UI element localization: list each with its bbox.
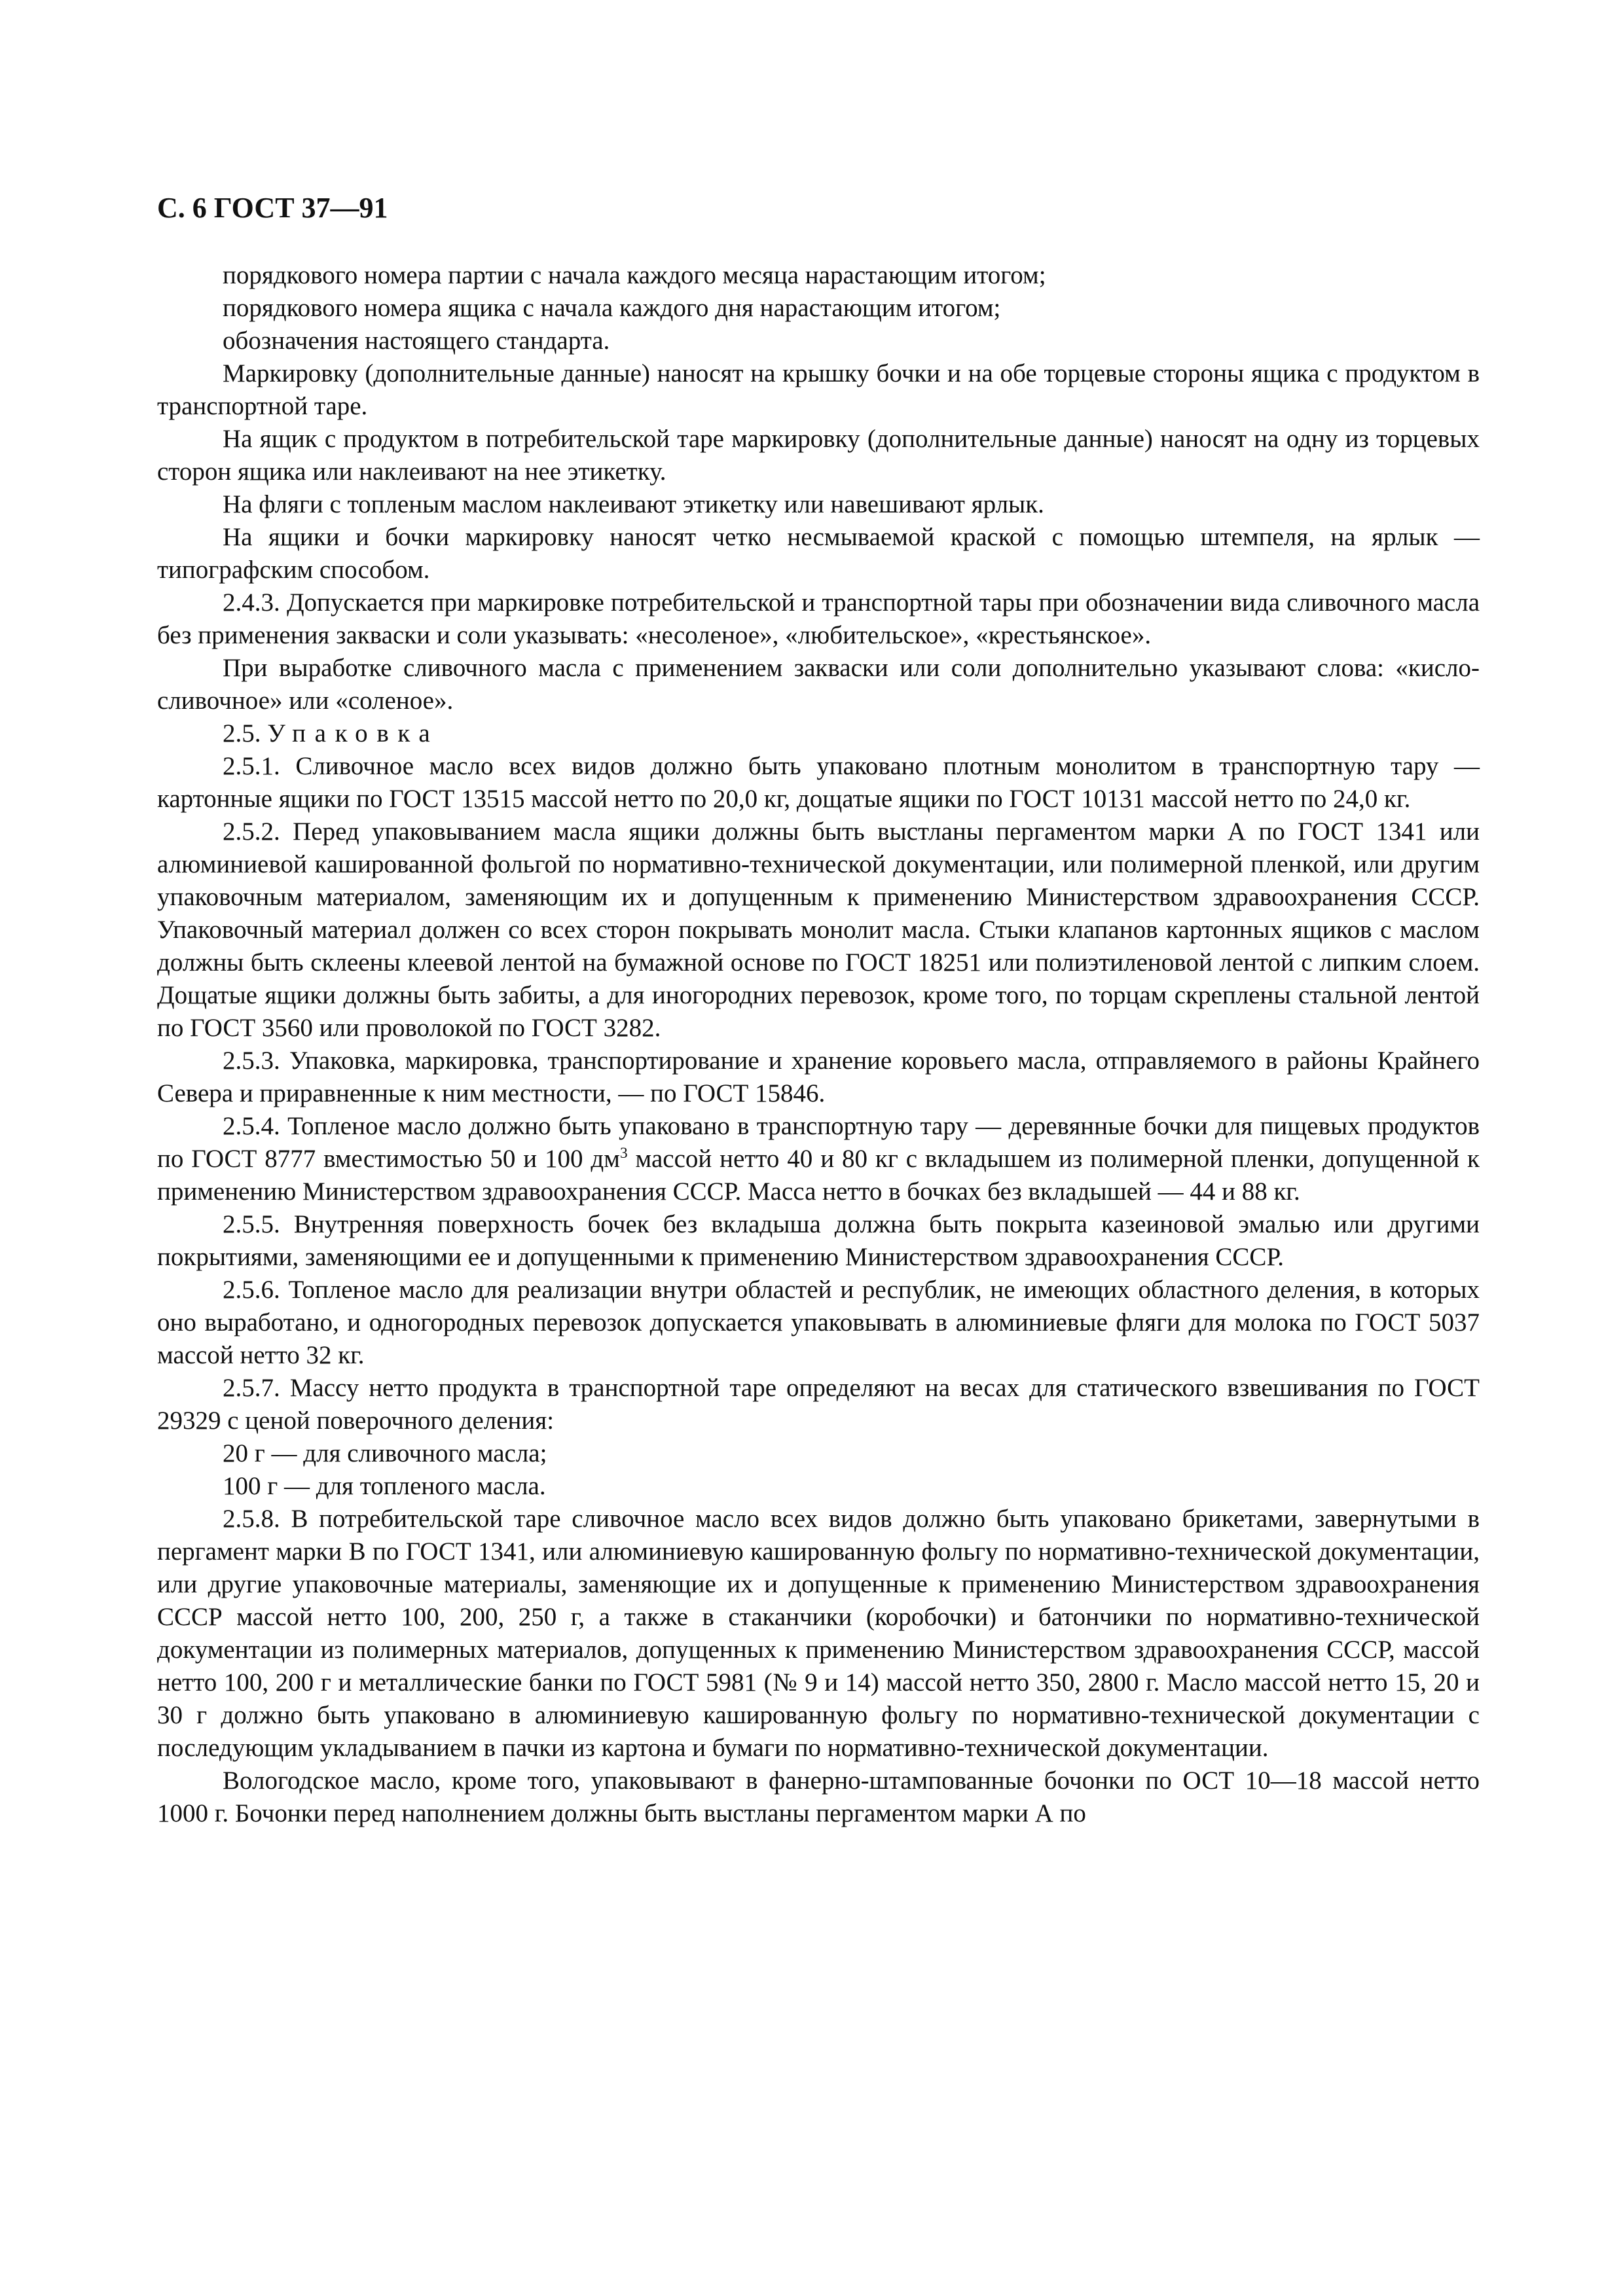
paragraph: На ящик с продуктом в потребительской таре маркировку (дополнительные данные) наносят на одну из торцевых сторон ящика или наклеивают на нее этикетку. (157, 425, 1480, 486)
document-page (157, 190, 1480, 1830)
paragraph: порядкового номера партии с начала каждого месяца нарастающим итогом; (223, 261, 1046, 289)
paragraph: 2.5.7. Массу нетто продукта в транспортной таре определяют на весах для статического взвешивания по ГОСТ 29329 с ценой поверочного деления: (157, 1374, 1480, 1435)
paragraph: 2.5.8. В потребительской таре сливочное масло всех видов должно быть упаковано брикетами, завернутыми в пергамент марки В по ГОСТ 1341, или алюминиевую кашированную фольгу по нормативно-технической документации, или другие упаковочные материалы, заменяющие их и допущенные к применению Министерством здравоохранения СССР массой нетто 100, 200, 250 г, а также в стаканчики (коробочки) и батончики по нормативно-технической документации из полимерных материалов, допущенных к применению Министерством здравоохранения СССР, массой нетто 100, 200 г и металлические банки по ГОСТ 5981 (№ 9 и 14) массой нетто 350, 2800 г. Масло массой нетто 15, 20 и 30 г должно быть упаковано в алюминиевую кашированную фольгу по нормативно-технической документации с последующим укладыванием в пачки из картона и бумаги по нормативно-технической документации. (157, 1505, 1480, 1762)
section-heading (157, 717, 1480, 750)
paragraph: 2.5.2. Перед упаковыванием масла ящики должны быть выстланы пергаментом марки А по ГОСТ 1341 или алюминиевой кашированной фольгой по нормативно-технической документации, или полимерной пленкой, или другим упаковочным материалом, заменяющим их и допущенным к применению Министерством здравоохранения СССР. Упаковочный материал должен со всех сторон покрывать монолит масла. Стыки клапанов картонных ящиков с маслом должны быть склеены клеевой лентой на бумажной основе по ГОСТ 18251 или полиэтиленовой лентой с липким слоем. Дощатые ящики должны быть забиты, а для иногородних перевозок, кроме того, по торцам скреплены стальной лентой по ГОСТ 3560 или проволокой по ГОСТ 3282. (157, 817, 1480, 1042)
paragraph: 2.5.1. Сливочное масло всех видов должно быть упаковано плотным монолитом в транспортную тару — картонные ящики по ГОСТ 13515 массой нетто по 20,0 кг, дощатые ящики по ГОСТ 10131 массой нетто по 24,0 кг. (157, 752, 1480, 813)
paragraph: Маркировку (дополнительные данные) наносят на крышку бочки и на обе торцевые стороны ящика с продуктом в транспортной таре. (157, 359, 1480, 420)
paragraph: 20 г — для сливочного масла; (223, 1439, 547, 1467)
superscript: 3 (619, 1145, 628, 1162)
paragraph-text: 2.5.4. Топленое масло должно быть упаковано в транспортную тару — деревянные бочки для пищевых продуктов по ГОСТ 8777 вместимостью 50 и 100 дм (157, 1112, 1480, 1173)
page-header: С. 6 ГОСТ 37—91 (157, 192, 388, 224)
paragraph-2-5-4 (157, 1110, 1480, 1208)
paragraph: При выработке сливочного масла с применением закваски или соли дополнительно указывают слова: «кисло-сливочное» или «соленое». (157, 654, 1480, 715)
paragraph: 2.5.5. Внутренняя поверхность бочек без вкладыша должна быть покрыта казеиновой эмалью или другими покрытиями, заменяющими ее и допущенными к применению Министерством здравоохранения СССР. (157, 1210, 1480, 1271)
paragraph: обозначения настоящего стандарта. (223, 327, 610, 355)
section-title: Упаковка (267, 719, 439, 747)
paragraph-text: массой нетто 40 и 80 кг с вкладышем из полимерной пленки, допущенной к применению Министерством здравоохранения СССР. Масса нетто в бочках без вкладышей — 44 и 88 кг. (157, 1145, 1480, 1206)
section-number: 2.5. (223, 719, 261, 747)
paragraph: Вологодское масло, кроме того, упаковывают в фанерно-штампованные бочонки по ОСТ 10—18 массой нетто 1000 г. Бочонки перед наполнением должны быть выстланы пергаментом марки А по (157, 1767, 1480, 1827)
paragraph: 2.5.3. Упаковка, маркировка, транспортирование и хранение коровьего масла, отправляемого в районы Крайнего Севера и приравненные к ним местности, — по ГОСТ 15846. (157, 1047, 1480, 1107)
paragraph: На ящики и бочки маркировку наносят четко несмываемой краской с помощью штемпеля, на ярлык — типографским способом. (157, 523, 1480, 584)
paragraph: 2.4.3. Допускается при маркировке потребительской и транспортной тары при обозначении вида сливочного масла без применения закваски и соли указывать: «несоленое», «любительское», «крестьянское». (157, 588, 1480, 649)
paragraph: порядкового номера ящика с начала каждого дня нарастающим итогом; (223, 294, 1001, 322)
paragraph: 2.5.6. Топленое масло для реализации внутри областей и республик, не имеющих областного деления, в которых оно выработано, и одногородных перевозок допускается упаковывать в алюминиевые фляги для молока по ГОСТ 5037 массой нетто 32 кг. (157, 1276, 1480, 1369)
paragraph: На фляги с топленым маслом наклеивают этикетку или навешивают ярлык. (223, 490, 1044, 518)
paragraph: 100 г — для топленого масла. (223, 1472, 546, 1500)
